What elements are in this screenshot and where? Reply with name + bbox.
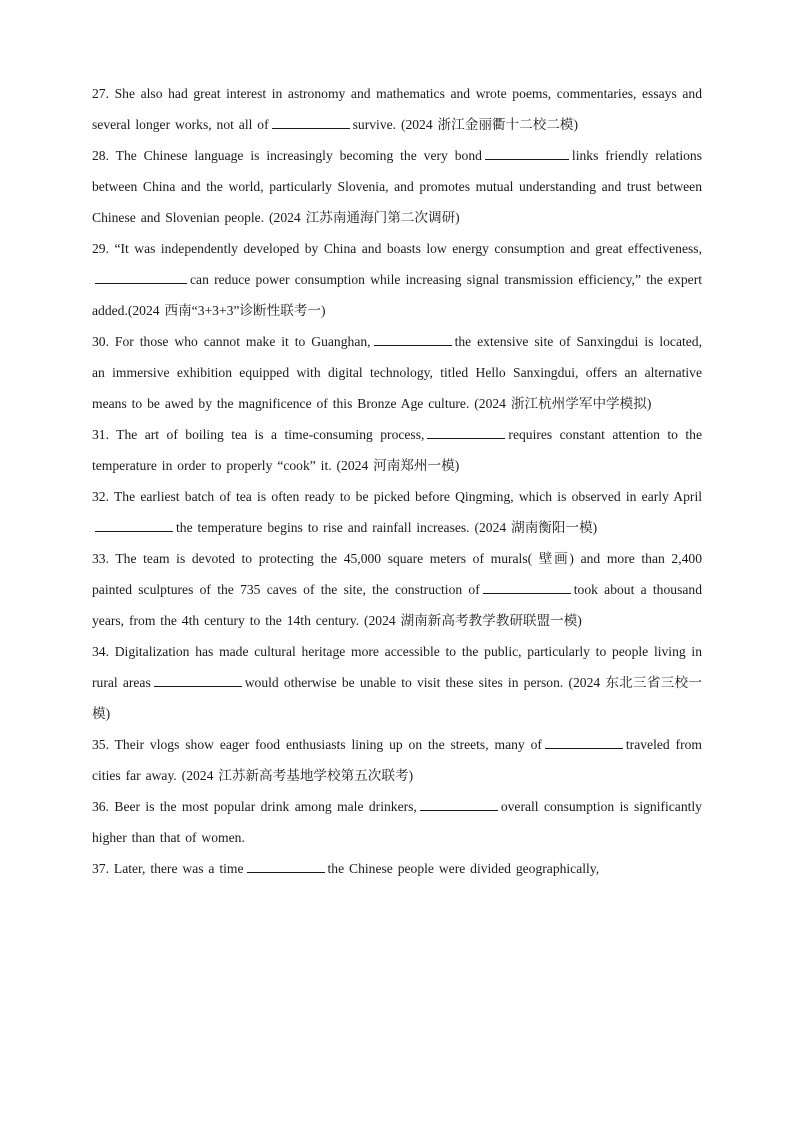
answer-blank[interactable] (95, 519, 173, 532)
question-text: 29. “It was independently developed by China and boasts low energy consumption and great effectiveness, (92, 241, 702, 256)
question-text: 32. The earliest batch of tea is often ready to be picked before Qingming, which is observed in early April (92, 489, 702, 504)
answer-blank[interactable] (485, 147, 569, 160)
question-32 (92, 481, 702, 543)
question-34 (92, 636, 702, 729)
question-text: would otherwise be unable to visit these sites in person. (2024 东北三省三校一模) (92, 675, 702, 721)
answer-blank[interactable] (272, 116, 350, 129)
answer-blank[interactable] (545, 736, 623, 749)
question-text: requires constant attention to the temperature in order to properly “cook” it. (2024 河南郑州一模) (92, 427, 702, 473)
answer-blank[interactable] (420, 798, 498, 811)
question-36 (92, 791, 702, 853)
question-text: 37. Later, there was a time (92, 861, 244, 876)
question-text: can reduce power consumption while increasing signal transmission efficiency,” the expert added.(2024 西南“3+3+3”诊断性联考一) (92, 272, 702, 318)
question-text: 34. Digitalization has made cultural heritage more accessible to the public, particularly to people living in rural areas (92, 644, 702, 690)
answer-blank[interactable] (483, 581, 571, 594)
question-text: traveled from cities far away. (2024 江苏新高考基地学校第五次联考) (92, 737, 702, 783)
answer-blank[interactable] (95, 271, 187, 284)
question-37 (92, 853, 702, 884)
question-text: 28. The Chinese language is increasingly becoming the very bond (92, 148, 482, 163)
question-text: 36. Beer is the most popular drink among male drinkers, (92, 799, 417, 814)
question-text: 31. The art of boiling tea is a time-consuming process, (92, 427, 425, 442)
answer-blank[interactable] (427, 426, 505, 439)
question-35 (92, 729, 702, 791)
question-text: 30. For those who cannot make it to Guanghan, (92, 334, 371, 349)
question-text: links friendly relations between China and the world, particularly Slovenia, and promotes mutual understanding and trust between Chinese and Slovenian people. (2024 江苏南通海门第二次调研) (92, 148, 703, 225)
question-28 (92, 140, 702, 233)
answer-blank[interactable] (374, 333, 452, 346)
question-text: survive. (2024 浙江金丽衢十二校二模) (352, 117, 579, 132)
question-text: 35. Their vlogs show eager food enthusiasts lining up on the streets, many of (92, 737, 542, 752)
question-33 (92, 543, 702, 636)
question-text: 33. The team is devoted to protecting the 45,000 square meters of murals( 壁画) and more than 2,400 painted sculptures of the 735 caves of the site, the construction of (92, 551, 702, 597)
question-text: the temperature begins to rise and rainfall increases. (2024 湖南衡阳一模) (176, 520, 598, 535)
question-27 (92, 78, 702, 140)
question-text: the Chinese people were divided geographically, (327, 861, 600, 876)
question-text: took about a thousand years, from the 4th century to the 14th century. (2024 湖南新高考教学教研联盟一模) (92, 582, 702, 628)
answer-blank[interactable] (247, 860, 325, 873)
question-29 (92, 233, 702, 326)
question-text: the extensive site of Sanxingdui is located, an immersive exhibition equipped with digital technology, titled Hello Sanxingdui, offers an alternative means to be awed by the magnificence of this Bronze Age culture. (2024 浙江杭州学军中学模拟) (92, 334, 702, 411)
question-31 (92, 419, 702, 481)
question-text: overall consumption is significantly higher than that of women. (92, 799, 702, 845)
answer-blank[interactable] (154, 674, 242, 687)
question-30 (92, 326, 702, 419)
question-text: 27. She also had great interest in astronomy and mathematics and wrote poems, commentaries, essays and several longer works, not all of (92, 86, 702, 132)
